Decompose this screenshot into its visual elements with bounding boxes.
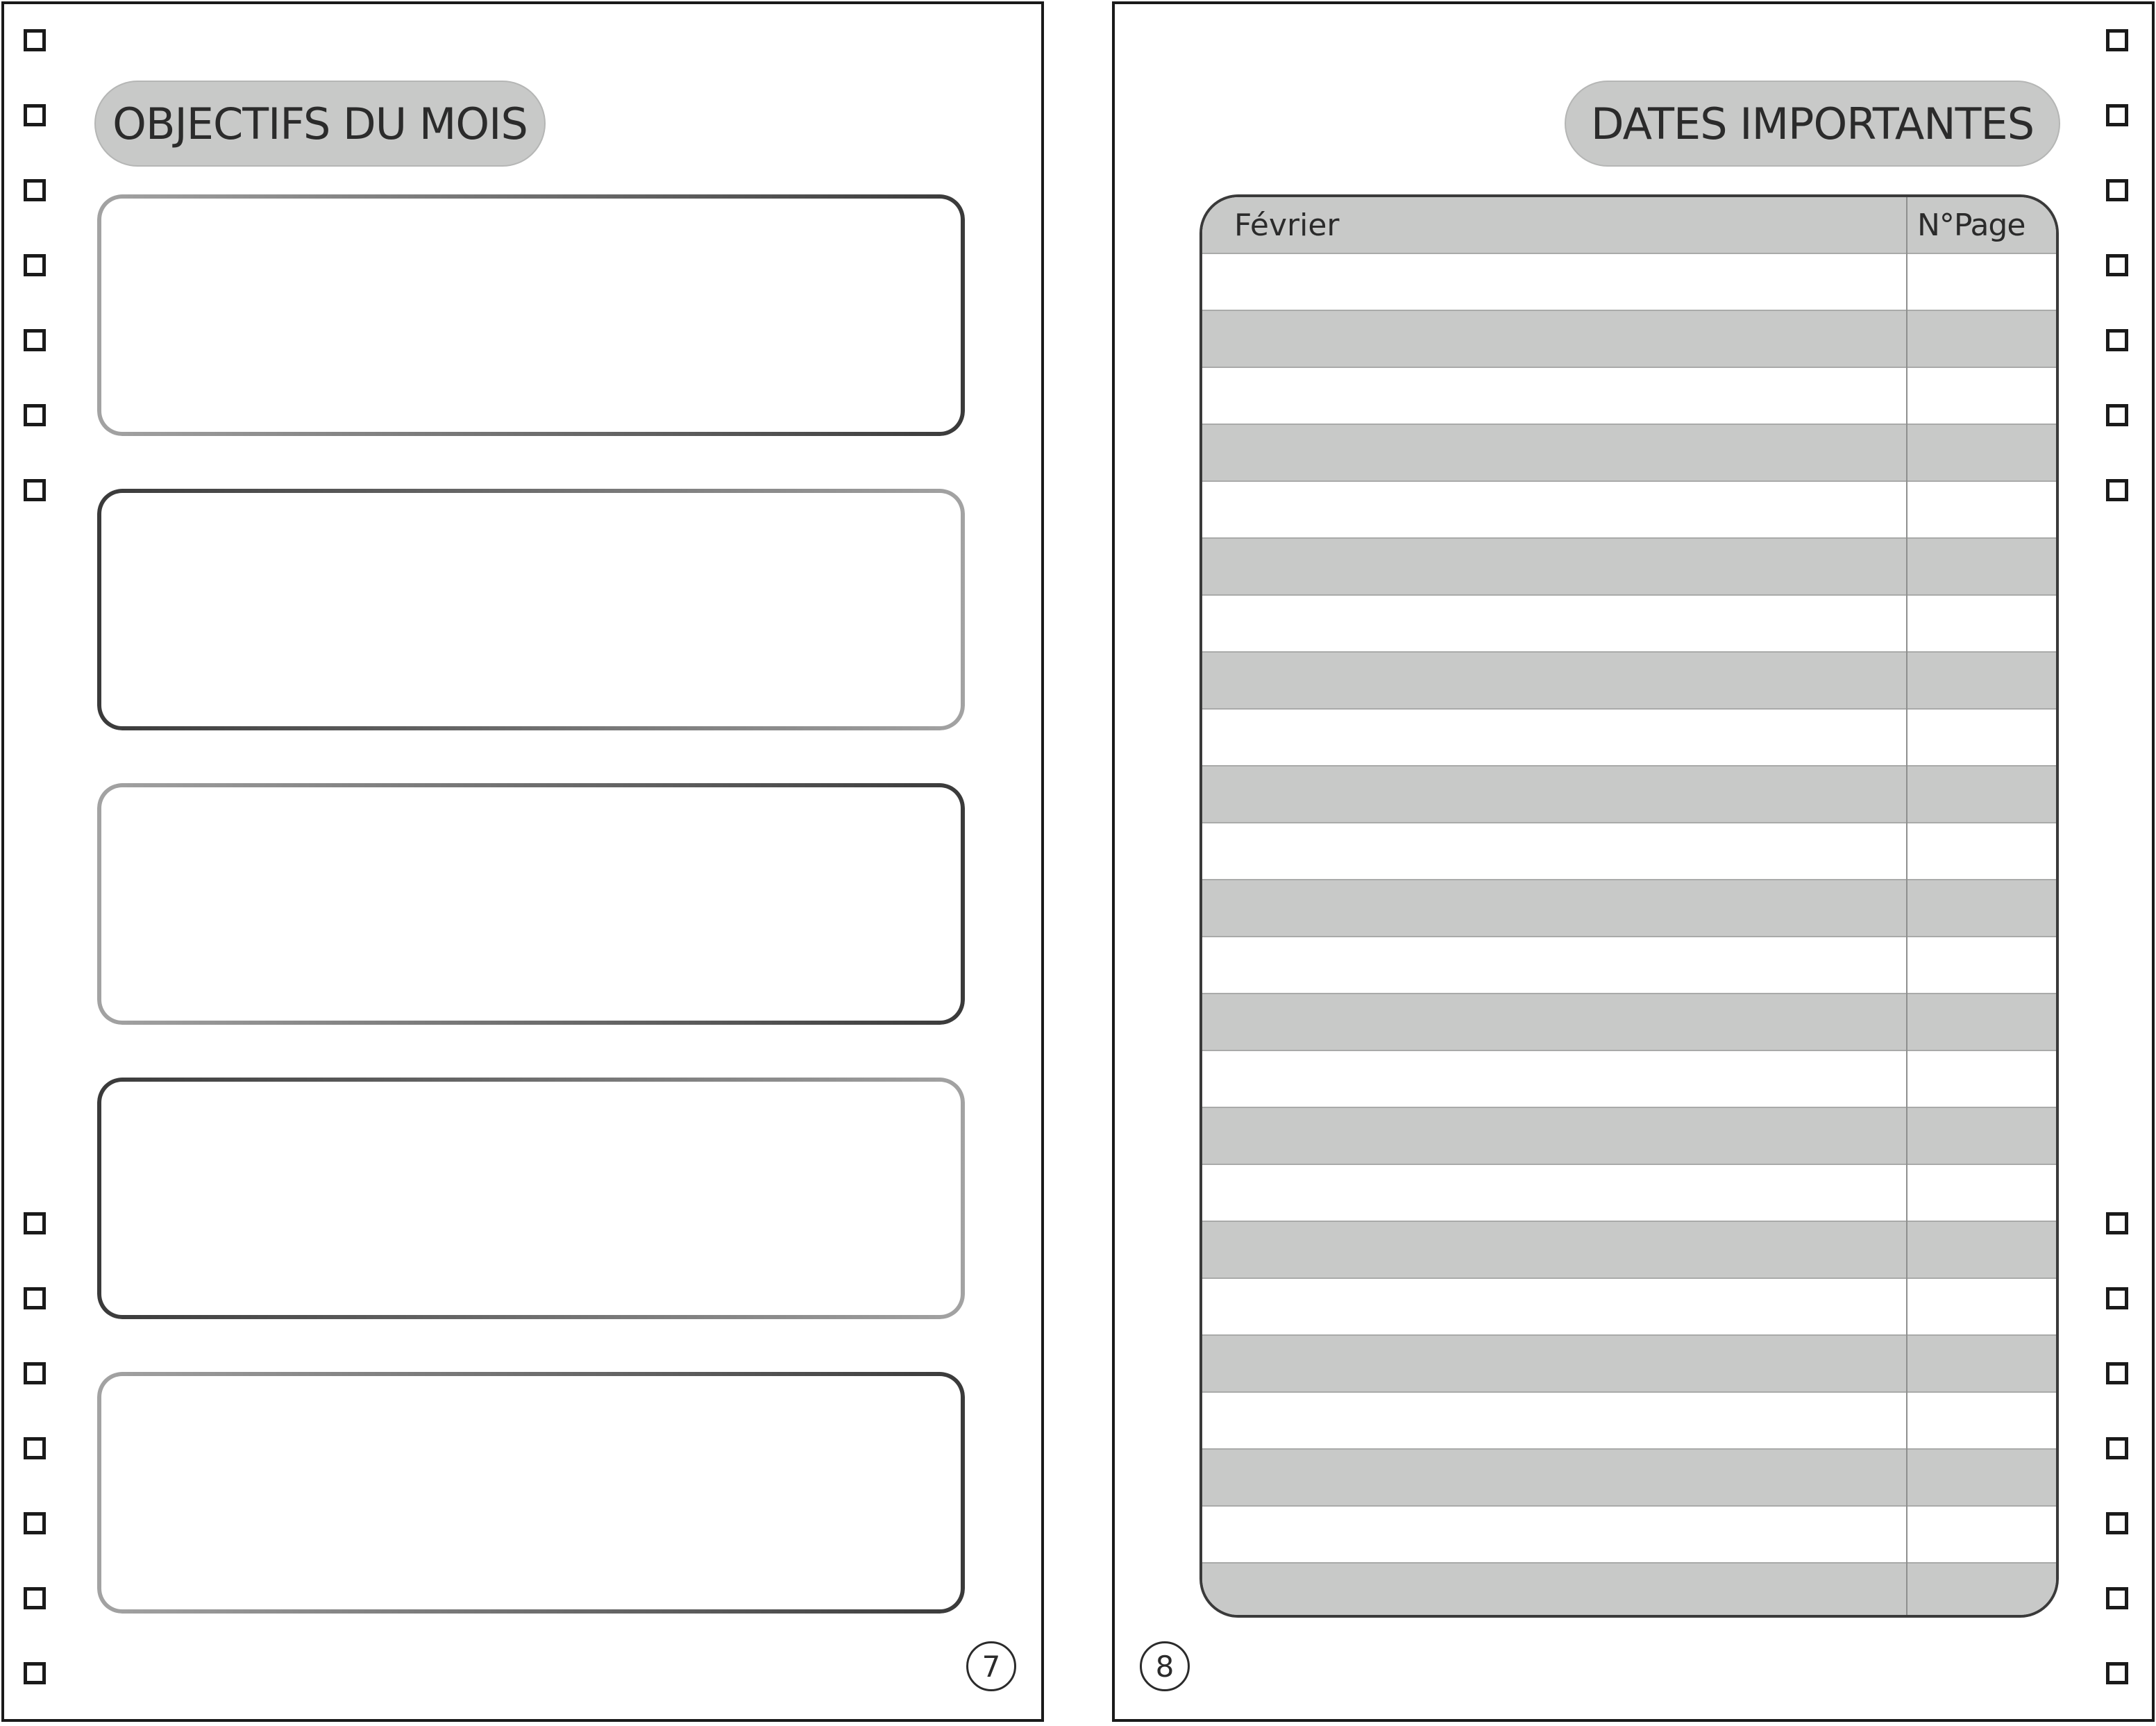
left-punch-hole — [24, 1287, 46, 1309]
month-column-header: Février — [1234, 207, 1340, 243]
table-row[interactable] — [1202, 1450, 2056, 1507]
left-punch-hole — [24, 479, 46, 501]
left-punch-hole — [24, 404, 46, 426]
right-punch-hole — [2106, 104, 2128, 126]
right-punch-hole — [2106, 404, 2128, 426]
goal-box[interactable] — [97, 1372, 965, 1614]
right-punch-hole — [2106, 1362, 2128, 1384]
goal-box[interactable] — [97, 194, 965, 436]
important-dates-table — [1199, 194, 2059, 1618]
table-row[interactable] — [1202, 482, 2056, 539]
left-punch-hole — [24, 29, 46, 51]
table-row[interactable] — [1202, 311, 2056, 368]
table-row[interactable] — [1202, 653, 2056, 710]
goal-box[interactable] — [97, 489, 965, 730]
table-row[interactable] — [1202, 1108, 2056, 1165]
right-punch-hole — [2106, 29, 2128, 51]
right-punch-hole — [2106, 329, 2128, 351]
right-punch-hole — [2106, 1212, 2128, 1234]
left-punch-hole — [24, 179, 46, 201]
table-row[interactable] — [1202, 1336, 2056, 1393]
right-punch-hole — [2106, 254, 2128, 276]
right-punch-hole — [2106, 179, 2128, 201]
table-row[interactable] — [1202, 1051, 2056, 1108]
right-punch-hole — [2106, 1287, 2128, 1309]
goal-box[interactable] — [97, 783, 965, 1025]
left-punch-hole — [24, 1662, 46, 1684]
column-divider — [1906, 197, 1907, 1615]
left-punch-hole — [24, 329, 46, 351]
left-punch-hole — [24, 254, 46, 276]
right-punch-hole — [2106, 1512, 2128, 1534]
important-dates-title: DATES IMPORTANTES — [1565, 81, 2060, 167]
right-punch-hole — [2106, 1662, 2128, 1684]
left-punch-hole — [24, 1362, 46, 1384]
table-row[interactable] — [1202, 1222, 2056, 1279]
goal-box-border — [97, 1372, 965, 1614]
goal-box[interactable] — [97, 1078, 965, 1319]
table-row[interactable] — [1202, 254, 2056, 311]
table-row[interactable] — [1202, 1393, 2056, 1450]
table-row[interactable] — [1202, 1507, 2056, 1564]
table-row[interactable] — [1202, 1165, 2056, 1222]
table-row[interactable] — [1202, 710, 2056, 766]
table-row[interactable] — [1202, 766, 2056, 823]
table-row[interactable] — [1202, 823, 2056, 880]
goal-box-border — [97, 783, 965, 1025]
objectives-title: OBJECTIFS DU MOIS — [94, 81, 546, 167]
left-punch-hole — [24, 1512, 46, 1534]
table-row[interactable] — [1202, 994, 2056, 1051]
left-punch-hole — [24, 1587, 46, 1609]
table-row[interactable] — [1202, 1279, 2056, 1336]
goal-box-border — [97, 1078, 965, 1319]
table-row[interactable] — [1202, 368, 2056, 425]
right-punch-hole — [2106, 1437, 2128, 1459]
table-row[interactable] — [1202, 425, 2056, 482]
table-row[interactable] — [1202, 937, 2056, 994]
right-page-number: 8 — [1140, 1641, 1190, 1691]
goal-box-border — [97, 489, 965, 730]
right-punch-hole — [2106, 479, 2128, 501]
left-page-number: 7 — [966, 1641, 1016, 1691]
goal-box-border — [97, 194, 965, 436]
table-header — [1202, 197, 2056, 254]
left-punch-hole — [24, 1437, 46, 1459]
right-punch-hole — [2106, 1587, 2128, 1609]
table-row[interactable] — [1202, 596, 2056, 653]
table-row[interactable] — [1202, 1564, 2056, 1618]
table-row[interactable] — [1202, 539, 2056, 596]
table-row[interactable] — [1202, 880, 2056, 937]
left-punch-hole — [24, 104, 46, 126]
left-punch-hole — [24, 1212, 46, 1234]
page-number-column-header: N°Page — [1917, 207, 2026, 243]
